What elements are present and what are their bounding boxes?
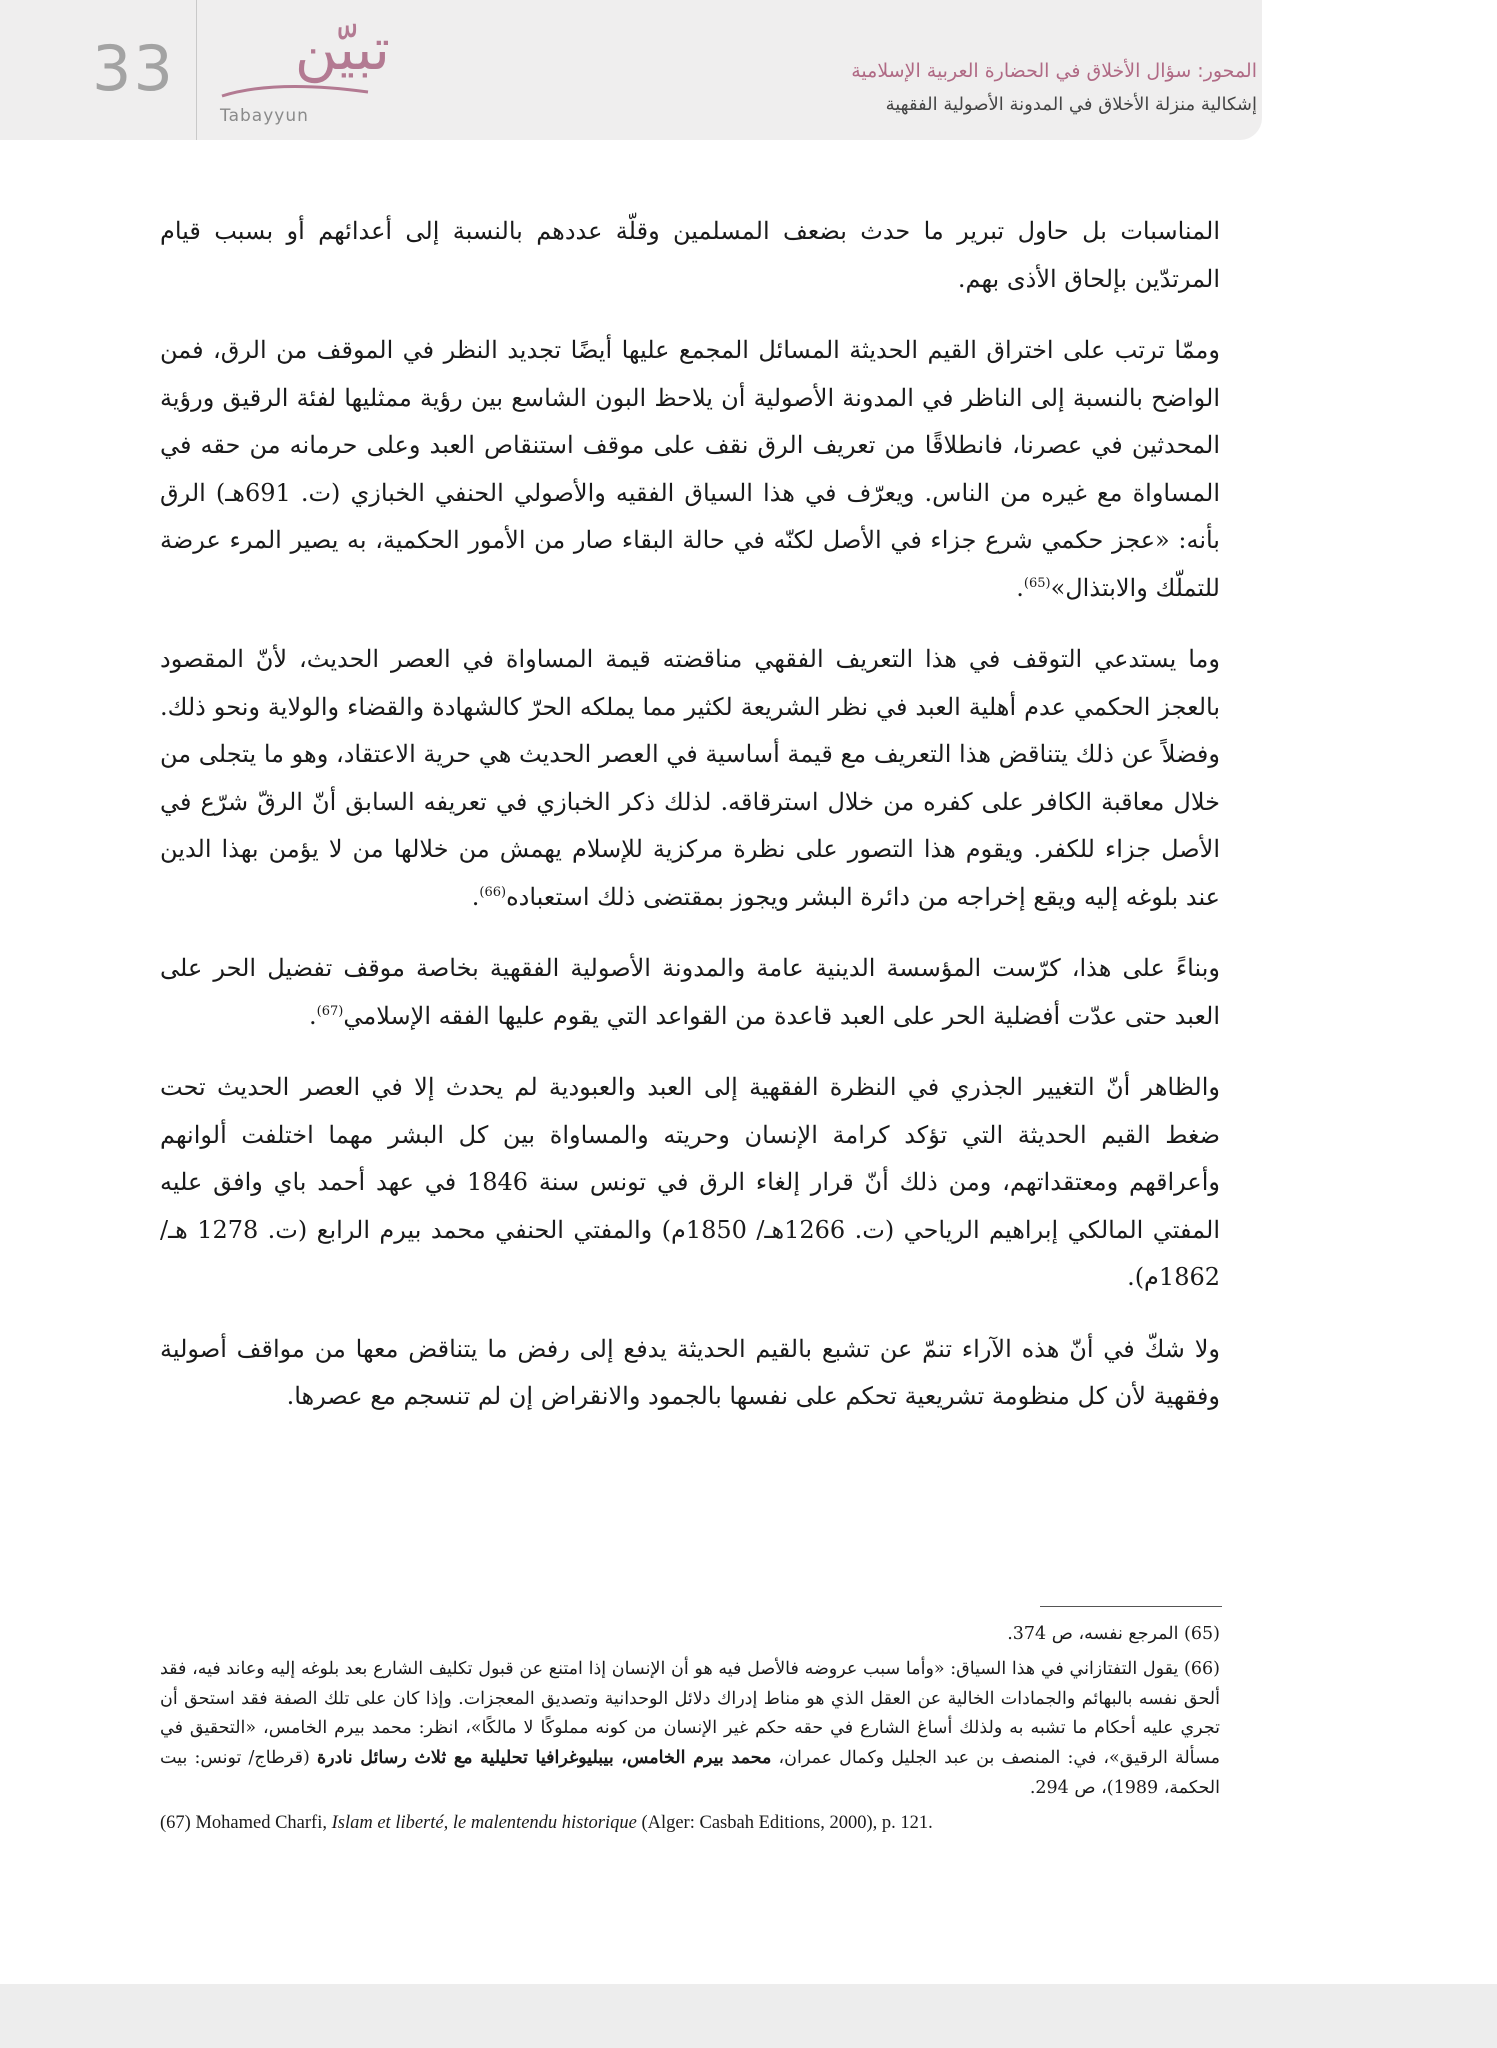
journal-logo — [218, 15, 398, 128]
footnote-66 — [160, 1655, 1220, 1804]
paragraph-3-text: وما يستدعي التوقف في هذا التعريف الفقهي مناقضته قيمة المساواة في العصر الحديث، لأنّ المقصود بالعجز الحكمي عدم أهلية العبد في نظر الشريعة لكثير مما يملكه الحرّ كالشهادة والقضاء والولاية ونحو ذلك. وفضلاً عن ذلك يتناقض هذا التعريف مع قيمة أساسية في العصر الحديث هي حرية الاعتقاد، وهو ما يتجلى من خلال معاقبة الكافر على كفره من خلال استرقاقه. لذلك ذكر الخبازي في تعريفه السابق أنّ الرقّ شرّع في الأصل جزاء للكفر. ويقوم هذا التصور على نظرة مركزية للإسلام يهمش من خلالها من لا يؤمن بهذا الدين عند بلوغه إليه ويقع إخراجه من دائرة البشر ويجوز بمقتضى ذلك استعباده — [160, 645, 1221, 911]
paragraph-2 — [160, 327, 1220, 612]
running-header-axis — [851, 60, 1257, 82]
logo-latin: Tabayyun — [220, 106, 309, 126]
footnote-66-book-title: محمد بيرم الخامس، بيبليوغرافيا تحليلية مع ثلاث رسائل نادرة — [316, 1748, 772, 1769]
footnote-66-text: (66) يقول التفتازاني في هذا السياق: «وأما سبب عروضه فالأصل فيه هو أن الإنسان إذا امتنع عن قبول تكليف الشارع بعد بلوغه إليه وعاند فيه، فقد ألحق نفسه بالبهائم والجمادات الخالية عن العقل الذي هو مناط إدراك دلائل الوحدانية وتصديق المعجزات. وإذا كان على تلك الصفة فقد استحق أن تجري عليه أحكام ما تشبه به ولذلك أساغ الشارع في حقه حكم غير الإنسان من كونه مملوكًا لا مالكًا»، انظر: محمد بيرم الخامس، «التحقيق في مسألة الرقيق»، في: المنصف بن عبد الجليل وكمال عمران، — [160, 1658, 1220, 1769]
footnote-67 — [160, 1809, 1220, 1839]
footnote-separator — [1040, 1606, 1222, 1607]
footnote-ref-66[interactable]: (66) — [479, 884, 507, 900]
paragraph-1: المناسبات بل حاول تبرير ما حدث بضعف المسلمين وقلّة عددهم بالنسبة إلى أعدائهم أو بسبب قيام المرتدّين بإلحاق الأذى بهم. — [160, 217, 1220, 293]
paragraph-5: والظاهر أنّ التغيير الجذري في النظرة الفقهية إلى العبد والعبودية لم يحدث إلا في العصر الحديث تحت ضغط القيم الحديثة التي تؤكد كرامة الإنسان وحريته والمساواة بين كل البشر مهما اختلفت ألوانهم وأعراقهم ومعتقداتهم، ومن ذلك أنّ قرار إلغاء الرق في تونس سنة 1846 في عهد أحمد باي وافق عليه المفتي المالكي إبراهيم الرياحي (ت. 1266هـ/ 1850م) والمفتي الحنفي محمد بيرم الرابع (ت. 1278 هـ/ 1862م). — [160, 1073, 1221, 1291]
paragraph-4 — [160, 945, 1220, 1040]
page-number: 33 — [92, 32, 175, 105]
paragraph-2-text: وممّا ترتب على اختراق القيم الحديثة المسائل المجمع عليها أيضًا تجديد النظر في الموقف من الرق، فمن الواضح بالنسبة إلى الناظر في المدونة الأصولية أن يلاحظ البون الشاسع بين رؤية ممثليها لفئة الرقيق ورؤية المحدثين في عصرنا، فانطلاقًا من تعريف الرق نقف على موقف استنقاص العبد وعلى حرمانه من حقه في المساواة مع غيره من الناس. ويعرّف في هذا السياق الفقيه والأصولي الحنفي الخبازي (ت. 691هـ) الرق بأنه: «عجز حكمي شرع جزاء في الأصل لكنّه في حالة البقاء صار من الأمور الحكمية، به يصير المرء عرضة للتملّك والابتذال» — [160, 336, 1220, 602]
footnote-67-book-title: Islam et liberté, le malentendu historique — [331, 1812, 637, 1833]
footnote-67-end: (Alger: Casbah Editions, 2000), p. 121. — [636, 1812, 933, 1833]
paragraph-2-end: . — [1016, 573, 1024, 602]
logo-swash-icon — [220, 80, 370, 104]
footnotes — [160, 1620, 1220, 1844]
footnote-ref-65[interactable]: (65) — [1023, 575, 1051, 591]
footnote-65: (65) المرجع نفسه، ص 374. — [1007, 1624, 1220, 1644]
footnote-67-start: (67) Mohamed Charfi, — [160, 1812, 332, 1833]
paragraph-3 — [160, 636, 1220, 921]
axis-label: المحور — [1203, 60, 1257, 82]
logo-arabic: تبيّن — [294, 15, 390, 83]
paragraph-6: ولا شكّ في أنّ هذه الآراء تنمّ عن تشبع بالقيم الحديثة يدفع إلى رفض ما يتناقض معها من مواقف أصولية وفقهية لأن كل منظومة تشريعية تحكم على نفسها بالجمود والانقراض إن لم تنسجم مع عصرها. — [160, 1334, 1220, 1410]
paragraph-4-text: وبناءً على هذا، كرّست المؤسسة الدينية عامة والمدونة الأصولية الفقهية بخاصة موقف تفضيل الحر على العبد حتى عدّت أفضلية الحر على العبد قاعدة من القواعد التي يقوم عليها الفقه الإسلامي — [160, 954, 1220, 1030]
header-edge — [1262, 0, 1497, 140]
page-footer — [0, 1984, 1497, 2048]
article-body — [160, 208, 1220, 1445]
footnote-66-end: (قرطاج/ تونس: بيت الحكمة، 1989)، ص 294. — [160, 1748, 1220, 1798]
paragraph-3-end: . — [471, 882, 480, 911]
header-divider — [196, 0, 197, 140]
axis-title: : سؤال الأخلاق في الحضارة العربية الإسلامية — [851, 60, 1204, 82]
footnote-ref-67[interactable]: (67) — [316, 1003, 344, 1019]
paragraph-4-end: . — [309, 1001, 317, 1030]
running-header-article-title: إشكالية منزلة الأخلاق في المدونة الأصولية الفقهية — [885, 94, 1257, 115]
